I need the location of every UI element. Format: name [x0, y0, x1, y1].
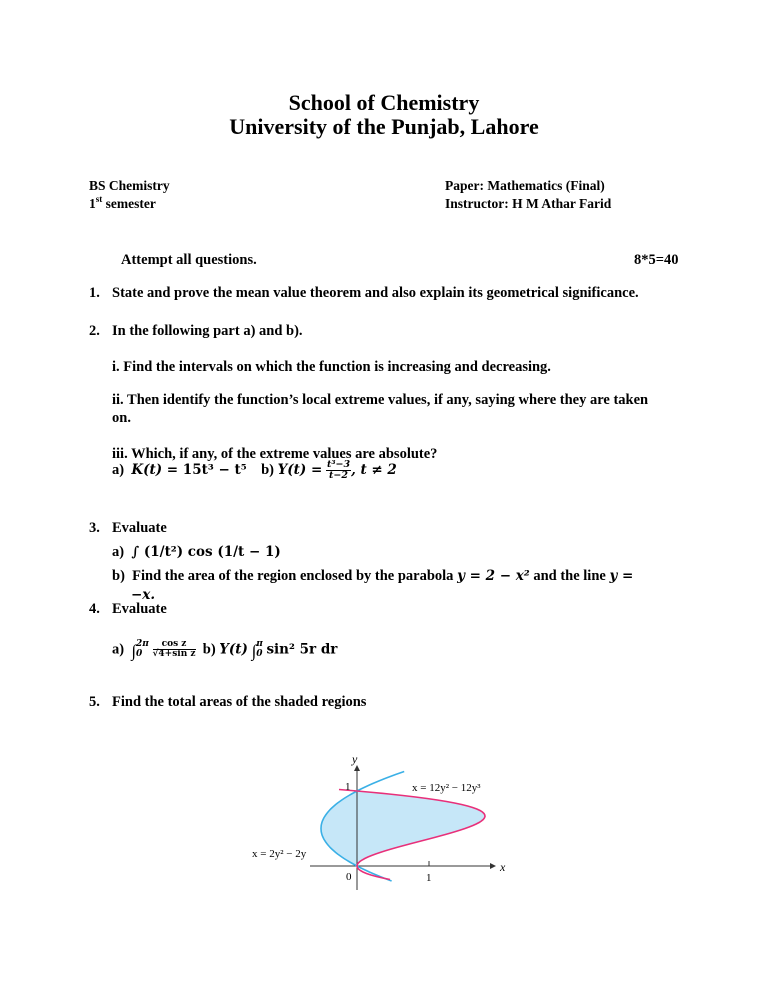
q2-equations [112, 460, 397, 481]
q3-text: Evaluate [112, 520, 167, 536]
q2b-numerator: t³−3 [326, 459, 351, 470]
q2b-condition: , t ≠ 2 [351, 461, 397, 478]
shaded-region-figure [240, 740, 540, 910]
program: BS Chemistry [89, 178, 170, 193]
q4a-label: a) [112, 641, 125, 658]
q5-number: 5. [89, 694, 100, 710]
q3a-expression: ∫ (1/t²) cos (1/t − 1) [131, 544, 281, 560]
semester [89, 196, 156, 212]
q2b-denominator: t−2 [329, 469, 348, 481]
q4a-lower: 0 [136, 648, 143, 659]
q2-part-ii: ii. Then identify the function’s local extreme values, if any, saying where they are taken [112, 392, 649, 408]
q3-number: 3. [89, 520, 100, 536]
integral-sign: ∫ [251, 641, 257, 661]
instructor: Instructor: H M Athar Farid [445, 196, 612, 211]
q4a-denominator: √4+sin z [152, 649, 196, 660]
q4-text: Evaluate [112, 601, 167, 617]
curve2-label: x = 12y² − 12y³ [412, 782, 481, 794]
semester-num: 1 [89, 196, 96, 211]
q4a-upper: 2π [136, 639, 149, 650]
q3b-label: b) [112, 568, 125, 584]
q4b-lower: 0 [256, 648, 263, 659]
total-marks: 8*5=40 [634, 252, 679, 268]
q2-part-ii-cont: on. [112, 410, 131, 426]
curve1-label: x = 2y² − 2y [252, 848, 307, 860]
q2-part-iii: iii. Which, if any, of the extreme values are absolute? [112, 446, 438, 462]
x-axis-label: x [500, 860, 506, 874]
q2a-rhs: = 15t³ − t⁵ [162, 461, 247, 478]
q1-text: State and prove the mean value theorem and also explain its geometrical significance. [112, 285, 639, 301]
q3b-text-mid: and the line [529, 568, 610, 584]
shaded-region [321, 791, 485, 866]
x-axis-arrow-icon [490, 863, 496, 869]
q4-number: 4. [89, 601, 100, 617]
q3b-line-cont: −x. [131, 587, 156, 603]
origin-label: 0 [346, 871, 352, 883]
instructions: Attempt all questions. [121, 252, 257, 268]
q2b-label: b) [261, 461, 275, 478]
paper-name: Paper: Mathematics (Final) [445, 178, 605, 193]
q4b-upper: π [256, 639, 263, 650]
q3a [112, 544, 281, 561]
q5-text: Find the total areas of the shaded regions [112, 694, 367, 710]
q4b-integrand: sin² 5r dr [266, 641, 338, 658]
q3b-text: Find the area of the region enclosed by the parabola [132, 568, 458, 584]
integral-sign: ∫ [131, 641, 137, 661]
semester-word: semester [102, 196, 156, 211]
q3b [112, 568, 633, 585]
q3b-line: y = [609, 568, 634, 584]
university-title: University of the Punjab, Lahore [229, 114, 539, 139]
q2b-lhs: Y(t) = [277, 461, 323, 478]
q1-number: 1. [89, 285, 100, 301]
x-tick-label: 1 [426, 872, 432, 884]
q2b-fraction [326, 460, 351, 481]
q2-number: 2. [89, 323, 100, 339]
semester-sup: st [95, 194, 103, 204]
q2a-lhs: K(t) [131, 461, 163, 478]
q4b-label: b) [202, 641, 216, 658]
q2a-label: a) [112, 461, 125, 478]
q4a-numerator: cos z [153, 640, 196, 650]
q4-equations [112, 640, 337, 662]
q3a-label: a) [112, 544, 125, 560]
y-axis-label: y [352, 752, 358, 766]
y-tick-label: 1 [345, 781, 351, 793]
q3b-parabola: y = 2 − x² [457, 568, 530, 584]
q4b-lhs: Y(t) [219, 641, 248, 658]
q2-text: In the following part a) and b). [112, 323, 303, 339]
q2-part-i: i. Find the intervals on which the function is increasing and decreasing. [112, 359, 551, 375]
school-title: School of Chemistry [288, 90, 480, 115]
